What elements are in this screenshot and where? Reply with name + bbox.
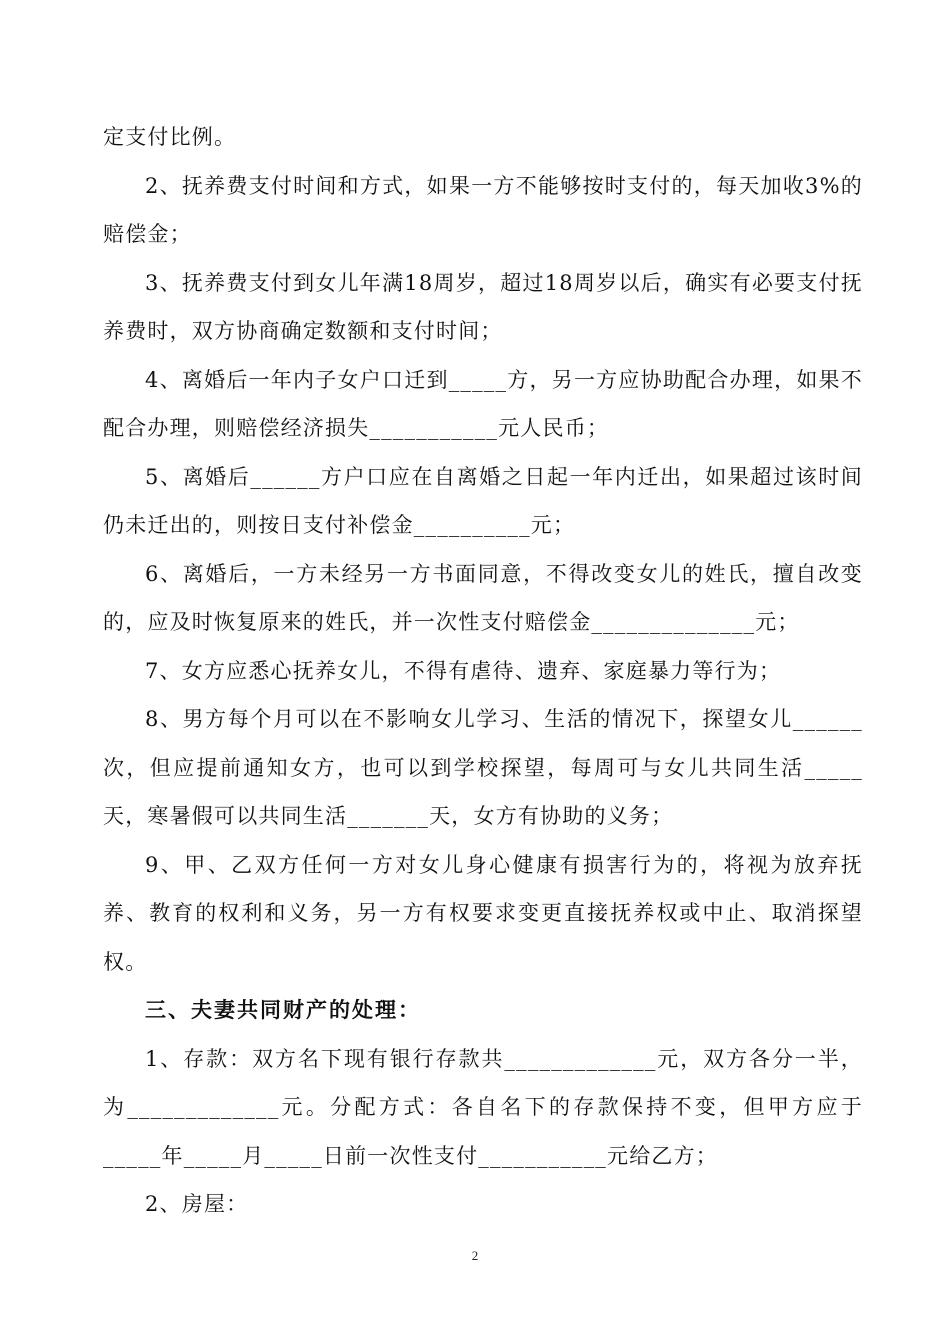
- paragraph-item-2: 2、抚养费支付时间和方式，如果一方不能够按时支付的，每天加收3%的赔偿金；: [103, 173, 863, 246]
- paragraph-deposit: 1、存款：双方名下现有银行存款共_____________元，双方各分一半，为_____________元。分配方式：各自名下的存款保持不变，但甲方应于_____年_____月_____日前一次性支付___________元给乙方；: [103, 1046, 863, 1168]
- paragraph-item-4: 4、离婚后一年内子女户口迁到_____方，另一方应协助配合办理，如果不配合办理，则赔偿经济损失___________元人民币；: [103, 367, 863, 440]
- paragraph-item-5: 5、离婚后______方户口应在自离婚之日起一年内迁出，如果超过该时间仍未迁出的，则按日支付补偿金__________元；: [103, 464, 863, 537]
- document-body: [103, 113, 863, 1229]
- page-number: 2: [471, 1248, 479, 1263]
- paragraph-house: 2、房屋：: [145, 1192, 249, 1216]
- paragraph-item-9: 9、甲、乙双方任何一方对女儿身心健康有损害行为的，将视为放弃抚养、教育的权利和义务，另一方有权要求变更直接抚养权或中止、取消探望权。: [103, 852, 863, 974]
- paragraph-item-8: 8、男方每个月可以在不影响女儿学习、生活的情况下，探望女儿______次，但应提前通知女方，也可以到学校探望，每周可与女儿共同生活_____天，寒暑假可以共同生活_______天，女方有协助的义务；: [103, 707, 863, 828]
- section-heading: 三、夫妻共同财产的处理：: [145, 998, 421, 1022]
- paragraph-item-3: 3、抚养费支付到女儿年满18周岁，超过18周岁以后，确实有必要支付抚养费时，双方协商确定数额和支付时间；: [103, 270, 863, 343]
- paragraph-item-7: 7、女方应悉心抚养女儿，不得有虐待、遗弃、家庭暴力等行为；: [145, 658, 782, 683]
- paragraph-item-6: 6、离婚后，一方未经另一方书面同意，不得改变女儿的姓氏，擅自改变的，应及时恢复原来的姓氏，并一次性支付赔偿金______________元；: [103, 561, 863, 634]
- paragraph-continuation: 定支付比例。: [103, 125, 237, 149]
